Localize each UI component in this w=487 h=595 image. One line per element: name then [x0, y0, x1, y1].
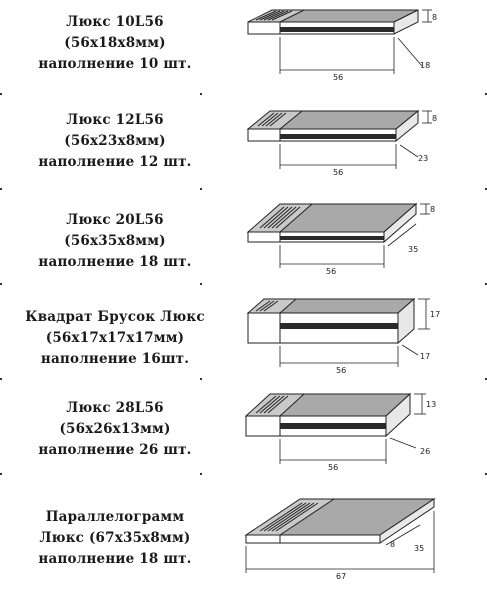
product-fill: наполнение 26 шт.	[38, 442, 192, 458]
product-name: Люкс 28L56	[66, 400, 164, 416]
product-row-6	[0, 475, 487, 595]
dim-height: 17	[430, 310, 441, 319]
product-label-5	[0, 398, 230, 461]
product-row-5	[0, 380, 487, 475]
dim-length: 56	[326, 267, 337, 276]
matchbox-diagram-1	[240, 0, 480, 95]
product-name: Люкс 12L56	[66, 112, 164, 128]
dim-width: 35	[414, 544, 425, 553]
dim-width: 35	[408, 245, 419, 254]
product-fill: наполнение 18 шт.	[38, 551, 192, 567]
product-size: (56x18x8мм)	[64, 35, 166, 51]
dim-width: 17	[420, 352, 431, 361]
product-label-2	[0, 110, 230, 173]
dim-length: 67	[336, 572, 347, 581]
product-row-2	[0, 95, 487, 190]
product-name: Люкс 20L56	[66, 212, 164, 228]
product-fill: наполнение 12 шт.	[38, 154, 192, 170]
product-row-3	[0, 190, 487, 285]
product-label-6	[0, 507, 230, 570]
product-label-3	[0, 210, 230, 273]
product-size: (56x17x17x17мм)	[45, 330, 185, 346]
dim-length: 56	[336, 366, 347, 375]
product-name: Люкс 10L56	[66, 14, 164, 30]
dim-height: 8	[390, 540, 396, 549]
product-label-1	[0, 12, 230, 75]
product-name: Параллелограмм	[45, 509, 185, 525]
matchbox-diagram-4	[240, 285, 480, 380]
dim-width: 26	[420, 447, 431, 456]
matchbox-diagram-5	[240, 380, 480, 475]
product-label-4	[0, 307, 230, 370]
product-size: (56x26x13мм)	[59, 421, 171, 437]
dim-width: 23	[418, 154, 429, 163]
dim-length: 56	[333, 168, 344, 177]
product-fill: наполнение 16шт.	[40, 351, 190, 367]
matchbox-diagram-3	[240, 190, 480, 285]
product-fill: наполнение 10 шт.	[38, 56, 192, 72]
matchbox-diagram-2	[240, 95, 480, 190]
dim-length: 56	[333, 73, 344, 82]
dim-width: 18	[420, 61, 431, 70]
product-name: Квадрат Брусок Люкс	[25, 309, 205, 325]
product-row-4	[0, 285, 487, 380]
matchbox-diagram-6	[240, 475, 485, 595]
product-fill: наполнение 18 шт.	[38, 254, 192, 270]
dim-height: 8	[430, 205, 436, 214]
product-size: Люкс (67x35x8мм)	[39, 530, 191, 546]
product-size: (56x35x8мм)	[64, 233, 166, 249]
dim-height: 8	[432, 114, 438, 123]
dim-height: 8	[432, 13, 438, 22]
product-row-1	[0, 0, 487, 95]
product-size: (56x23x8мм)	[64, 133, 166, 149]
dim-height: 13	[426, 400, 437, 409]
dim-length: 56	[328, 463, 339, 472]
